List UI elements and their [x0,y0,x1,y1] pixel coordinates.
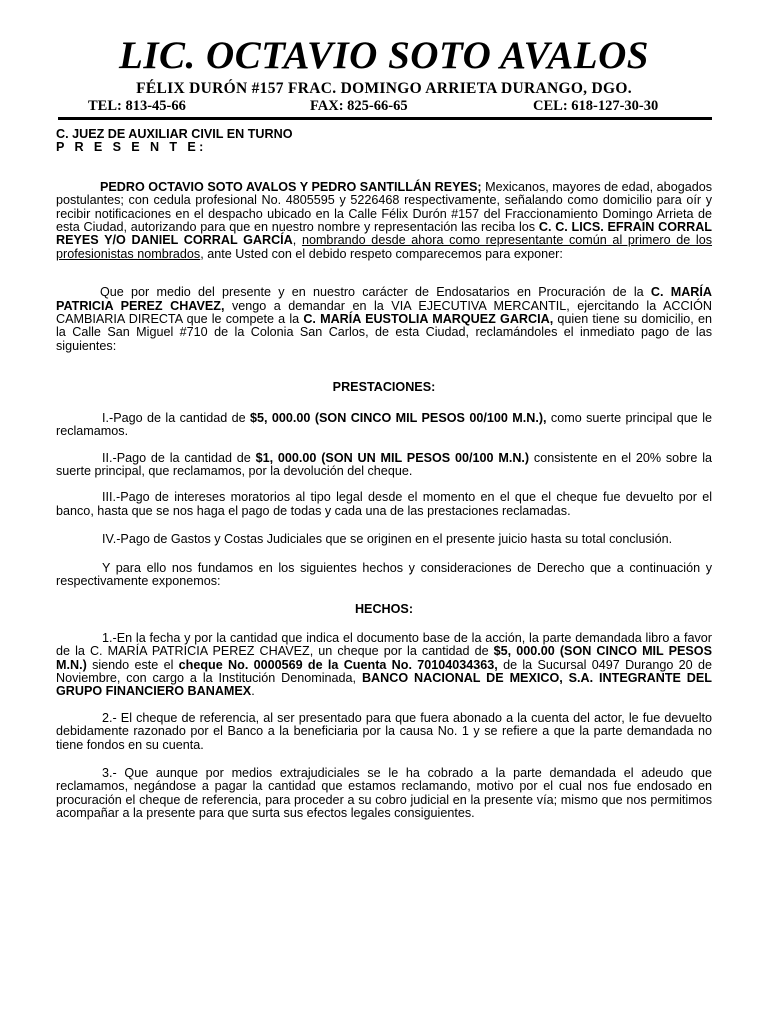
prestacion-1-text: I.-Pago de la cantidad de [102,410,251,425]
prestaciones-heading: PRESTACIONES: [332,380,436,395]
intro-paragraph [56,181,712,261]
authorized-persons: C. C. LICS. EFRAIN CORRAL REYES Y/O DANIEL CORRAL GARCÍA [56,220,712,248]
check-amount: $5, 000.00 (SON CINCO MIL PESOS M.N.) [56,644,712,672]
letterhead-divider [58,117,712,120]
hecho-item-1 [56,632,712,699]
letterhead-fax: FAX: 825-66-65 [310,98,408,114]
check-number: cheque No. 0000569 de la Cuenta No. 70104034363, [178,657,498,672]
hecho-1-text-4: . [251,684,255,699]
plaintiff-name: C. MARÍA PATRICIA PEREZ CHAVEZ, [56,285,712,313]
document-body [56,128,712,821]
letterhead-phone: TEL: 813-45-66 [88,98,186,114]
prestacion-1-tail: como suerte principal que le reclamamos. [56,410,712,439]
letterhead-name: LIC. OCTAVIO SOTO AVALOS [119,34,649,77]
hecho-1-text: 1.-En la fecha y por la cantidad que indica el documento base de la acción, la parte demandada libro a favor de la C. MARÍA PATRICIA PEREZ CHAVEZ, un cheque por la cantidad de [56,630,712,659]
claim-paragraph [56,286,712,353]
prestacion-item-2 [56,452,712,479]
claim-text-3: quien tiene su domicilio, en la Calle San Miguel #710 de la Colonia San Carlos, de esta Ciudad, reclamándoles el inmediato pago de las siguientes: [56,312,712,353]
prestacion-item-4: IV.-Pago de Gastos y Costas Judiciales que se originen en el presente juicio hasta su total conclusión. [102,532,673,547]
prestacion-2-amount: $1, 000.00 (SON UN MIL PESOS 00/100 M.N.) [255,450,530,465]
claim-text-2: vengo a demandar en la VIA EJECUTIVA MERCANTIL, ejercitando la ACCIÓN CAMBIARIA DIRECTA que le compete a la [56,298,712,327]
hecho-item-3: 3.- Que aunque por medios extrajudiciales se le ha cobrado a la parte demandada el adeudo que reclamamos, negándose a pagar la cantidad que estamos reclamando, motivo por el cual nos fue endosado en procuración el cheque de referencia, para proceder a su cobro judicial en la presente vía; mismo que nos permitimos acompañar a la presente para que surta sus efectos legales consiguientes. [56,766,712,821]
prestacion-1-amount: $5, 000.00 (SON CINCO MIL PESOS 00/100 M.N.), [250,410,547,425]
hecho-item-2: 2.- El cheque de referencia, al ser presentado para que fuera abonado a la cuenta del actor, le fue devuelto debidamente razonado por el Banco a la beneficiaria por la causa No. 1 y se refiere a que la parte demandada no tiene fondos en su cuenta. [56,710,712,752]
prestacion-item-3: III.-Pago de intereses moratorios al tipo legal desde el momento en el que el cheque fue devuelto por el banco, hasta que se nos haga el pago de todas y cada una de las prestaciones reclamadas. [56,490,712,518]
intro-text-2: , [292,233,302,248]
addressee-line: C. JUEZ DE AUXILIAR CIVIL EN TURNO [56,127,293,141]
presente-line: P R E S E N T E: [56,140,207,155]
defendant-name: C. MARÍA EUSTOLIA MARQUEZ GARCIA, [303,312,554,327]
letterhead-cellphone: CEL: 618-127-30-30 [533,98,659,114]
intro-text-3: , ante Usted con el debido respeto comparecemos para exponer: [200,246,563,261]
bank-name: BANCO NACIONAL DE MEXICO, S.A. INTEGRANTE DEL GRUPO FINANCIERO BANAMEX [56,670,712,699]
lawyers-names: PEDRO OCTAVIO SOTO AVALOS Y PEDRO SANTILLÁN REYES; [100,179,482,194]
common-representative-clause: nombrando desde ahora como representante común al primero de los profesionistas nombrados [56,233,713,261]
intro-text-1: Mexicanos, mayores de edad, abogados postulantes; con cedula profesional No. 4805595 y 5226468 respectivamente, señalando como domicilio para oír y recibir notificaciones en el despacho ubicado en la Calle Félix Durón #157 del Fraccionamiento Domingo Arrieta de esta Ciudad, autorizando para que en nuestro nombre y representación las reciba los [56,179,713,235]
prestacion-2-text: II.-Pago de la cantidad de [102,450,256,465]
prestacion-item-1 [56,412,712,439]
prestacion-2-tail: consistente en el 20% sobre la suerte principal, que reclamamos, por la devolución del cheque. [56,450,712,478]
letterhead-address: FÉLIX DURÓN #157 FRAC. DOMINGO ARRIETA DURANGO, DGO. [136,80,632,97]
hecho-1-text-2: siendo este el [86,657,179,672]
hecho-1-text-3: de la Sucursal 0497 Durango 20 de Noviembre, con cargo a la Institución Denominada, [56,657,712,685]
hechos-heading: HECHOS: [354,602,414,617]
claim-text-1: Que por medio del presente y en nuestro carácter de Endosatarios en Procuración de la [100,285,651,300]
prestaciones-closing: Y para ello nos fundamos en los siguientes hechos y consideraciones de Derecho que a continuación y respectivamente exponemos: [56,560,712,588]
